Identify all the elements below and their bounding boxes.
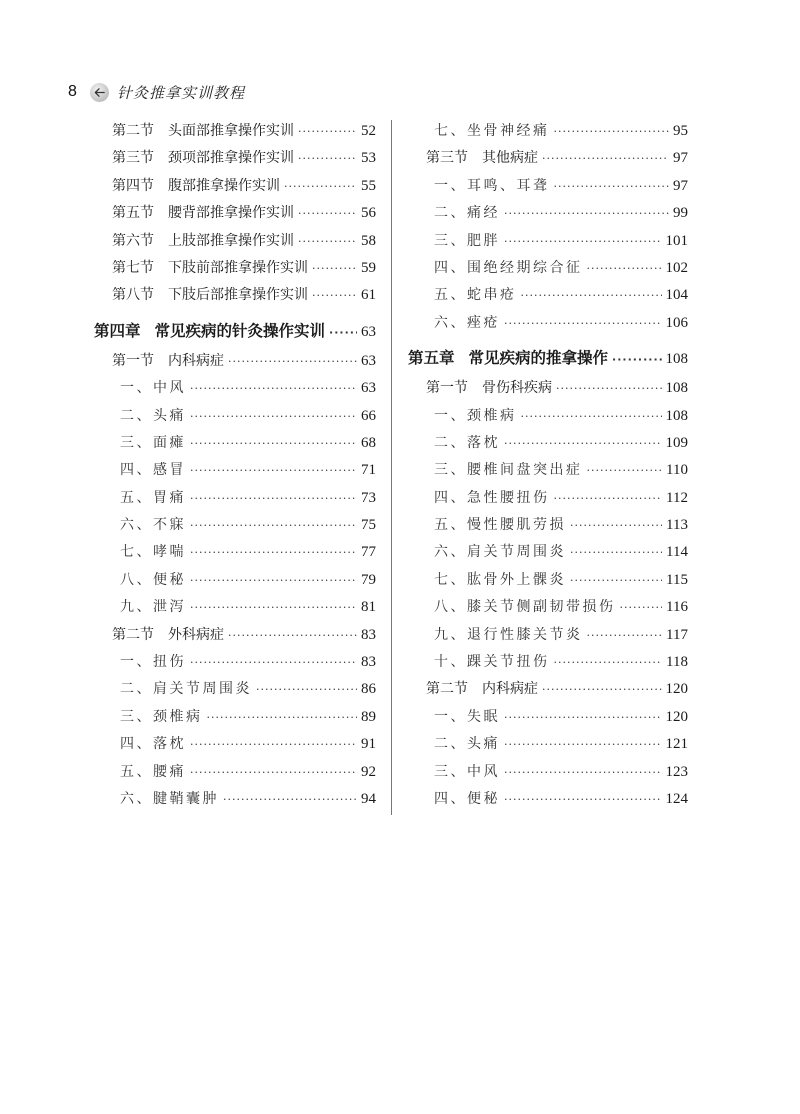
toc-entry-number: 第五节 xyxy=(112,205,154,222)
toc-page-number: 66 xyxy=(361,407,376,424)
toc-item-row[interactable] xyxy=(408,457,688,484)
dot-leader xyxy=(207,704,358,731)
toc-item-row[interactable] xyxy=(408,759,688,786)
dot-leader xyxy=(256,676,357,703)
toc-item-row[interactable] xyxy=(408,704,688,731)
toc-entry-number: 第三节 xyxy=(426,150,468,167)
toc-entry-title: 九、泄泻 xyxy=(120,599,186,616)
toc-item-row[interactable] xyxy=(94,512,376,539)
toc-item-row[interactable] xyxy=(408,485,688,512)
toc-entry-title: 三、颈椎病 xyxy=(120,708,203,725)
dot-leader xyxy=(570,539,662,566)
toc-page-number: 99 xyxy=(673,205,688,222)
toc-item-row[interactable] xyxy=(94,457,376,484)
toc-page-number: 118 xyxy=(666,654,688,671)
toc-page-number: 77 xyxy=(361,544,376,561)
dot-leader xyxy=(190,485,357,512)
toc-item-row[interactable] xyxy=(94,704,376,731)
column-divider xyxy=(391,120,392,815)
dot-leader xyxy=(190,403,357,430)
toc-page-number: 121 xyxy=(665,736,688,753)
toc-page-number: 120 xyxy=(665,708,688,725)
toc-entry-text: 上肢部推拿操作实训 xyxy=(168,232,294,249)
toc-entry-title xyxy=(408,676,538,703)
toc-section-row[interactable] xyxy=(94,145,376,172)
toc-entry-title: 一、颈椎病 xyxy=(434,407,517,424)
toc-item-row[interactable] xyxy=(94,430,376,457)
toc-entry-title xyxy=(408,145,538,172)
toc-section-row[interactable] xyxy=(94,255,376,282)
toc-entry-title xyxy=(94,314,325,348)
toc-page-number: 123 xyxy=(665,763,688,780)
dot-leader xyxy=(190,430,357,457)
toc-entry-title: 五、蛇串疮 xyxy=(434,287,517,304)
toc-page-number: 108 xyxy=(665,351,688,368)
toc-entry-title: 八、膝关节侧副韧带损伤 xyxy=(434,599,616,616)
toc-entry-text: 内科病症 xyxy=(168,352,224,369)
toc-entry-title: 十、踝关节扭伤 xyxy=(434,654,550,671)
toc-entry-text: 腰背部推拿操作实训 xyxy=(168,205,294,222)
dot-leader xyxy=(223,786,357,813)
toc-entry-text: 下肢前部推拿操作实训 xyxy=(168,259,308,276)
dot-leader xyxy=(542,676,662,703)
toc-section-row[interactable] xyxy=(408,375,688,402)
toc-entry-title: 三、腰椎间盘突出症 xyxy=(434,462,583,479)
toc-entry-text: 内科病症 xyxy=(482,681,538,698)
toc-entry-title: 二、头痛 xyxy=(120,407,186,424)
toc-entry-title: 六、腱鞘囊肿 xyxy=(120,790,219,807)
toc-entry-title: 一、耳鸣、耳聋 xyxy=(434,177,550,194)
toc-entry-number: 第二节 xyxy=(112,123,154,139)
dot-leader xyxy=(570,512,662,539)
toc-item-row[interactable] xyxy=(408,282,688,309)
toc-page-number: 109 xyxy=(665,434,688,451)
toc-entry-title: 二、头痛 xyxy=(434,736,500,753)
dot-leader xyxy=(329,316,357,350)
toc-page-number: 89 xyxy=(361,708,376,725)
toc-entry-number: 第四章 xyxy=(94,321,141,340)
toc-item-row[interactable] xyxy=(94,786,376,813)
toc-item-row[interactable] xyxy=(408,228,688,255)
toc-page-number: 106 xyxy=(665,314,688,331)
toc-page-number: 56 xyxy=(361,205,376,222)
toc-item-row[interactable] xyxy=(94,485,376,512)
dot-leader xyxy=(504,731,662,758)
toc-item-row[interactable] xyxy=(408,539,688,566)
toc-page-number: 97 xyxy=(673,150,688,167)
dot-leader xyxy=(312,282,357,309)
toc-item-row[interactable] xyxy=(408,310,688,337)
toc-item-row[interactable] xyxy=(408,594,688,621)
toc-entry-title: 五、腰痛 xyxy=(120,763,186,780)
toc-item-row[interactable] xyxy=(94,594,376,621)
toc-entry-title: 一、中风 xyxy=(120,380,186,397)
toc-page-number: 115 xyxy=(666,571,688,588)
toc-page-number: 108 xyxy=(665,407,688,424)
toc-entry-title: 七、肱骨外上髁炎 xyxy=(434,571,566,588)
toc-page-number: 91 xyxy=(361,736,376,753)
toc-entry-text: 外科病症 xyxy=(168,626,224,643)
toc-page-number: 63 xyxy=(361,323,376,340)
page-number: 8 xyxy=(68,83,77,100)
toc-page-number: 92 xyxy=(361,763,376,780)
toc-entry-title xyxy=(94,200,294,227)
toc-entry-title: 三、面瘫 xyxy=(120,434,186,451)
toc-entry-title xyxy=(94,255,308,282)
toc-page-number: 124 xyxy=(665,790,688,807)
toc-item-row[interactable] xyxy=(408,118,688,145)
dot-leader xyxy=(521,282,662,309)
toc-entry-title: 七、坐骨神经痛 xyxy=(434,123,550,139)
toc-item-row[interactable] xyxy=(94,649,376,676)
dot-leader xyxy=(504,200,669,227)
toc-entry-title: 四、便秘 xyxy=(434,790,500,807)
back-arrow-icon xyxy=(90,83,109,102)
toc-entry-text: 腹部推拿操作实训 xyxy=(168,177,280,194)
dot-leader xyxy=(587,255,662,282)
toc-section-row[interactable] xyxy=(408,676,688,703)
toc-item-row[interactable] xyxy=(408,512,688,539)
toc-item-row[interactable] xyxy=(408,622,688,649)
dot-leader xyxy=(228,622,357,649)
toc-entry-number: 第二节 xyxy=(112,626,154,643)
toc-entry-text: 其他病症 xyxy=(482,150,538,167)
dot-leader xyxy=(228,348,357,375)
toc-page-number: 86 xyxy=(361,681,376,698)
toc-page-number: 58 xyxy=(361,232,376,249)
dot-leader xyxy=(554,118,670,145)
toc-page-number: 102 xyxy=(665,259,688,276)
toc-page-number: 81 xyxy=(361,599,376,616)
toc-entry-number: 第七节 xyxy=(112,259,154,276)
toc-page-number: 79 xyxy=(361,571,376,588)
dot-leader xyxy=(554,485,663,512)
toc-item-row[interactable] xyxy=(94,375,376,402)
toc-item-row[interactable] xyxy=(408,731,688,758)
dot-leader xyxy=(542,145,669,172)
dot-leader xyxy=(190,457,357,484)
toc-page-number: 63 xyxy=(361,352,376,369)
toc-entry-title xyxy=(94,622,224,649)
dot-leader xyxy=(190,375,357,402)
toc-page-number: 112 xyxy=(666,489,688,506)
toc-entry-title: 二、痛经 xyxy=(434,205,500,222)
toc-entry-title xyxy=(408,341,608,375)
toc-entry-title: 一、失眠 xyxy=(434,708,500,725)
toc-entry-title xyxy=(94,228,294,255)
toc-item-row[interactable] xyxy=(408,200,688,227)
dot-leader xyxy=(587,457,663,484)
toc-item-row[interactable] xyxy=(94,539,376,566)
dot-leader xyxy=(190,567,357,594)
dot-leader xyxy=(521,403,662,430)
toc-entry-number: 第八节 xyxy=(112,287,154,304)
toc-entry-text: 骨伤科疾病 xyxy=(482,380,552,397)
toc-page-number: 83 xyxy=(361,626,376,643)
toc-entry-text: 下肢后部推拿操作实训 xyxy=(168,287,308,304)
toc-page-number: 104 xyxy=(665,287,688,304)
toc-entry-number: 第一节 xyxy=(426,380,468,397)
dot-leader xyxy=(587,622,663,649)
toc-entry-title xyxy=(94,282,308,309)
toc-entry-text: 头面部推拿操作实训 xyxy=(168,123,294,139)
toc-page-number: 95 xyxy=(673,123,688,139)
toc-section-row[interactable] xyxy=(94,282,376,309)
toc-entry-title: 五、慢性腰肌劳损 xyxy=(434,517,566,534)
dot-leader xyxy=(504,228,662,255)
dot-leader xyxy=(504,759,662,786)
toc-section-row[interactable] xyxy=(94,348,376,375)
dot-leader xyxy=(504,704,662,731)
toc-entry-title: 四、落枕 xyxy=(120,736,186,753)
page-header xyxy=(68,80,245,104)
toc-item-row[interactable] xyxy=(408,786,688,813)
toc-entry-title xyxy=(94,348,224,375)
toc-item-row[interactable] xyxy=(94,731,376,758)
toc-item-row[interactable] xyxy=(408,430,688,457)
dot-leader xyxy=(190,539,357,566)
toc-item-row[interactable] xyxy=(408,173,688,200)
toc-entry-text: 常见疾病的针灸操作实训 xyxy=(154,321,326,340)
dot-leader xyxy=(298,228,357,255)
toc-page-number: 61 xyxy=(361,287,376,304)
dot-leader xyxy=(612,343,661,377)
toc-page-number: 71 xyxy=(361,462,376,479)
book-title: 针灸推拿实训教程 xyxy=(117,83,246,102)
toc-page-number: 68 xyxy=(361,434,376,451)
dot-leader xyxy=(504,310,662,337)
toc-entry-number: 第二节 xyxy=(426,681,468,698)
toc-page-number: 110 xyxy=(666,462,688,479)
toc-page-number: 53 xyxy=(361,150,376,167)
toc-page-number: 59 xyxy=(361,259,376,276)
toc-entry-number: 第三节 xyxy=(112,150,154,167)
toc-item-row[interactable] xyxy=(94,676,376,703)
toc-entry-title: 六、不寐 xyxy=(120,517,186,534)
toc-section-row[interactable] xyxy=(408,145,688,172)
dot-leader xyxy=(620,594,663,621)
toc-page-number: 116 xyxy=(666,599,688,616)
toc-page-number: 108 xyxy=(665,380,688,397)
toc-item-row[interactable] xyxy=(408,567,688,594)
dot-leader xyxy=(298,118,357,145)
toc-chapter-row[interactable] xyxy=(408,341,688,375)
toc-page-number: 83 xyxy=(361,654,376,671)
dot-leader xyxy=(504,430,662,457)
dot-leader xyxy=(190,649,357,676)
toc-section-row[interactable] xyxy=(94,200,376,227)
toc-page-number: 120 xyxy=(665,681,688,698)
toc-page-number: 63 xyxy=(361,380,376,397)
toc-section-row[interactable] xyxy=(94,228,376,255)
toc-left-column xyxy=(94,118,376,813)
dot-leader xyxy=(190,594,357,621)
toc-page-number: 75 xyxy=(361,517,376,534)
dot-leader xyxy=(190,512,357,539)
dot-leader xyxy=(570,567,662,594)
toc-section-row[interactable] xyxy=(94,622,376,649)
toc-item-row[interactable] xyxy=(408,255,688,282)
toc-page-number: 101 xyxy=(665,232,688,249)
toc-page-number: 73 xyxy=(361,489,376,506)
dot-leader xyxy=(504,786,662,813)
toc-entry-number: 第四节 xyxy=(112,177,154,194)
toc-page-number: 114 xyxy=(666,544,688,561)
dot-leader xyxy=(298,145,357,172)
toc-chapter-row[interactable] xyxy=(94,314,376,348)
toc-item-row[interactable] xyxy=(94,759,376,786)
toc-page-number: 113 xyxy=(666,517,688,534)
toc-page-number: 52 xyxy=(361,123,376,139)
toc-entry-title: 一、扭伤 xyxy=(120,654,186,671)
toc-entry-text: 常见疾病的推拿操作 xyxy=(468,349,609,368)
toc-entry-title: 三、中风 xyxy=(434,763,500,780)
toc-page-number: 97 xyxy=(673,177,688,194)
toc-entry-title xyxy=(408,375,552,402)
toc-entry-title: 二、落枕 xyxy=(434,434,500,451)
toc-entry-title: 六、肩关节周围炎 xyxy=(434,544,566,561)
dot-leader xyxy=(554,173,670,200)
toc-entry-title: 四、感冒 xyxy=(120,462,186,479)
dot-leader xyxy=(554,649,663,676)
toc-entry-title: 七、哮喘 xyxy=(120,544,186,561)
toc-entry-title: 四、围绝经期综合征 xyxy=(434,259,583,276)
toc-entry-title: 八、便秘 xyxy=(120,571,186,588)
toc-item-row[interactable] xyxy=(94,567,376,594)
toc-entry-number: 第五章 xyxy=(408,349,455,368)
toc-entry-title: 六、痤疮 xyxy=(434,314,500,331)
toc-entry-title: 九、退行性膝关节炎 xyxy=(434,626,583,643)
toc-entry-title: 三、肥胖 xyxy=(434,232,500,249)
toc-page-number: 117 xyxy=(666,626,688,643)
dot-leader xyxy=(298,200,357,227)
toc-page-number: 55 xyxy=(361,177,376,194)
dot-leader xyxy=(190,759,357,786)
toc-entry-number: 第六节 xyxy=(112,232,154,249)
dot-leader xyxy=(284,173,357,200)
toc-page-number: 94 xyxy=(361,790,376,807)
toc-entry-title xyxy=(94,145,294,172)
toc-entry-title: 二、肩关节周围炎 xyxy=(120,681,252,698)
toc-entry-title: 四、急性腰扭伤 xyxy=(434,489,550,506)
toc-entry-title xyxy=(94,173,280,200)
dot-leader xyxy=(312,255,357,282)
toc-entry-title: 五、胃痛 xyxy=(120,489,186,506)
toc-entry-text: 颈项部推拿操作实训 xyxy=(168,150,294,167)
toc-section-row[interactable] xyxy=(94,173,376,200)
toc-item-row[interactable] xyxy=(408,649,688,676)
toc-section-row[interactable] xyxy=(94,118,376,145)
toc-item-row[interactable] xyxy=(94,403,376,430)
toc-entry-title xyxy=(94,118,294,145)
toc-right-column xyxy=(408,118,688,813)
toc-item-row[interactable] xyxy=(408,403,688,430)
dot-leader xyxy=(556,375,662,402)
toc-entry-number: 第一节 xyxy=(112,352,154,369)
dot-leader xyxy=(190,731,357,758)
